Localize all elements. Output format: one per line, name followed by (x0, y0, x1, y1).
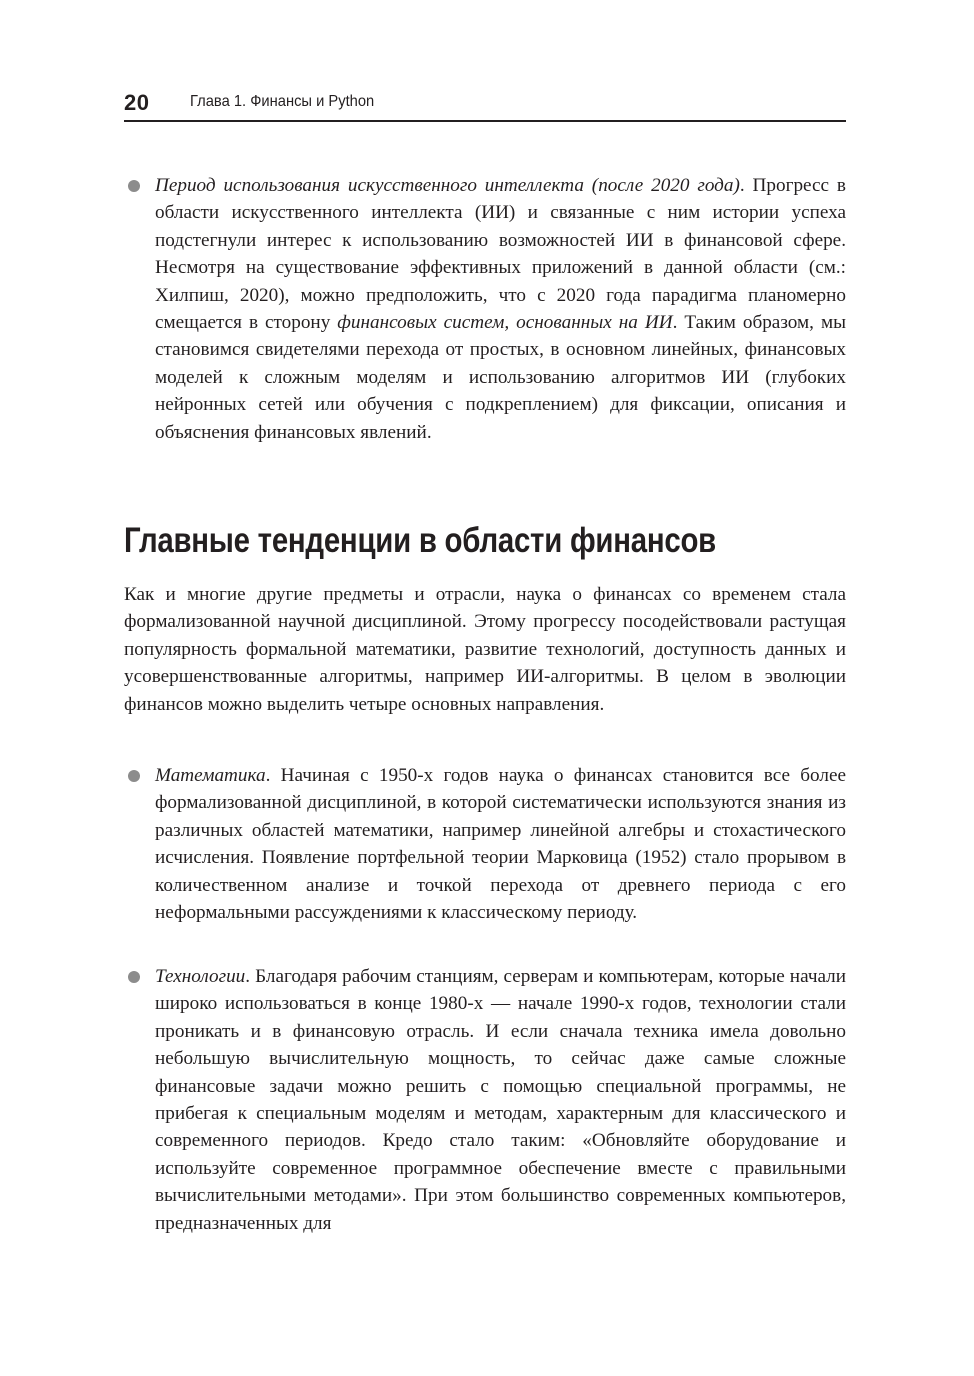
list-item-emphasis: финансовых систем, основанных на ИИ (337, 312, 673, 334)
list-item-technology (124, 963, 846, 1237)
bullet-dot-icon (128, 770, 140, 782)
list-item-text: . Начиная с 1950-х годов наука о финансах становится все более формализованной дисциплиной, в которой систематически используются знания из различных областей математики, например линейной алгебры и стохастического исчисления. Появление портфельной теории Марковица (1952) стало прорывом в количественном анализе и точкой перехода от древнего периода с его неформальными рассуждениями к классическому периоду. (155, 765, 846, 924)
section-intro-paragraph: Как и многие другие предметы и отрасли, наука о финансах со временем стала формализованной научной дисциплиной. Этому прогрессу посодействовали растущая популярность формальной математики, развитие технологий, доступность данных и усовершенствованные алгоритмы, например ИИ-алгоритмы. В целом в эволюции финансов можно выделить четыре основных направления. (124, 584, 846, 715)
list-item-ai-period (124, 172, 846, 446)
list-item-text: . Таким образом, мы становимся свидетелями перехода от простых, в основном линейных, финансовых моделей к сложным моделям и использованию алгоритмов ИИ (глубоких нейронных сетей или обучения с подкреплением) для фиксации, описания и объяснения финансовых явлений. (155, 312, 846, 443)
bullet-dot-icon (128, 180, 140, 192)
running-header (124, 86, 846, 122)
chapter-title: Глава 1. Финансы и Python (190, 93, 375, 110)
bullet-list-mathematics (124, 762, 846, 926)
list-item-lead: Математика (155, 765, 266, 786)
list-item-lead: Технологии (155, 966, 246, 987)
bullet-list-technology (124, 963, 846, 1237)
page-number: 20 (124, 90, 150, 115)
list-item-text: . Прогресс в области искусственного интеллекта (ИИ) и связанные с ним истории успеха подстегнули интерес к использованию возможностей ИИ в финансовой сфере. Несмотря на существование эффективных приложений в данной области (см.: Хилпиш, 2020), можно предположить, что с 2020 года парадигма планомерно смещается в сторону (155, 175, 846, 334)
list-item-lead: Период использования искусственного интеллекта (после 2020 года) (155, 175, 740, 196)
list-item-mathematics (124, 762, 846, 926)
bullet-dot-icon (128, 971, 140, 983)
bullet-list-ai-period (124, 172, 846, 446)
list-item-text: . Благодаря рабочим станциям, серверам и компьютерам, которые начали широко использоваться в конце 1980-х — начале 1990-х годов, технологии стали проникать и в финансовую отрасль. И если сначала техника имела довольно небольшую вычислительную мощность, то сейчас даже самые сложные финансовые задачи можно решить с помощью специальной программы, не прибегая к специальным моделям и методам, характерным для классического и современного периодов. Кредо стало таким: «Обновляйте оборудование и используйте современное программное обеспечение вместе с правильными вычислительными методами». При этом большинство современных компьютеров, предназначенных для (155, 966, 846, 1234)
section-heading: Главные тенденции в области финансов (124, 521, 716, 560)
